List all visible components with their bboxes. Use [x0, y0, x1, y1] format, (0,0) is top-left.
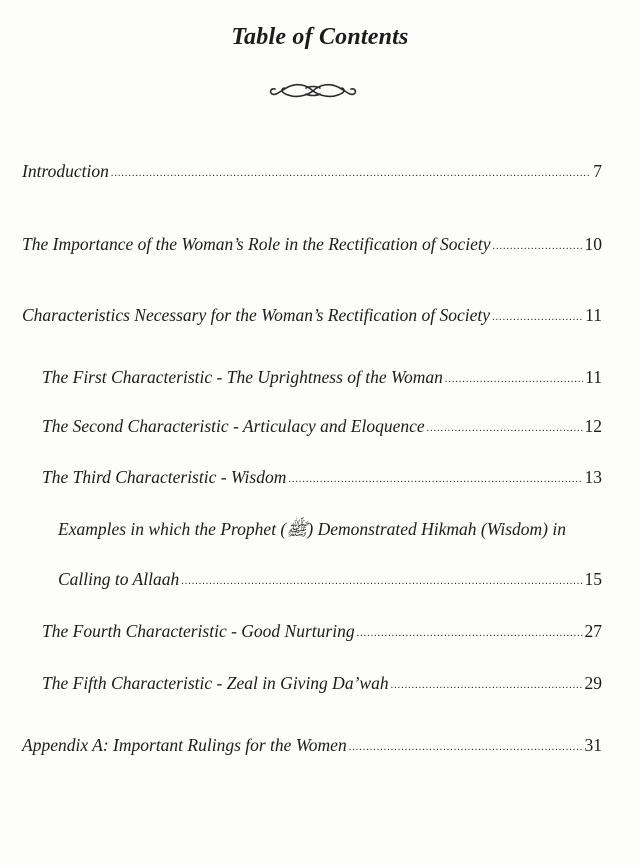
dot-leader [427, 416, 583, 442]
toc-entry-label: The First Characteristic - The Uprightness of the Woman [42, 367, 443, 387]
toc-page-number: 7 [593, 161, 602, 181]
toc-entry-examples-line1[interactable]: Examples in which the Prophet (ﷺ) Demonstrated Hikmah (Wisdom) in [58, 519, 566, 539]
toc-page-number: 29 [584, 673, 602, 693]
dot-leader [493, 234, 583, 260]
dot-leader [181, 569, 582, 595]
toc-entry-label: The Fourth Characteristic - Good Nurturing [42, 621, 355, 641]
toc-entry-fifth-characteristic[interactable] [42, 670, 602, 696]
toc-entry-importance[interactable] [22, 231, 602, 257]
toc-page-number: 11 [585, 367, 602, 387]
toc-entry-fourth-characteristic[interactable] [42, 618, 602, 644]
toc-entry-label: Appendix A: Important Rulings for the Women [22, 735, 347, 755]
toc-entry-third-characteristic[interactable] [42, 464, 602, 490]
toc-entry-introduction[interactable] [22, 158, 602, 184]
dot-leader [391, 673, 583, 699]
toc-entry-label: The Fifth Characteristic - Zeal in Giving Da’wah [42, 673, 389, 693]
toc-page-number: 27 [584, 621, 602, 641]
dot-leader [445, 367, 583, 393]
flourish-ornament-icon [268, 78, 358, 104]
toc-page-number: 11 [585, 305, 602, 325]
dot-leader [111, 161, 591, 187]
toc-page-number: 13 [584, 467, 602, 487]
toc-page-number: 31 [584, 735, 602, 755]
toc-entry-label: The Third Characteristic - Wisdom [42, 467, 287, 487]
toc-entry-examples[interactable] [58, 566, 602, 592]
toc-entry-label: The Importance of the Woman’s Role in the Rectification of Society [22, 234, 491, 254]
toc-entry-second-characteristic[interactable] [42, 413, 602, 439]
dot-leader [492, 305, 583, 331]
toc-page-number: 12 [584, 416, 602, 436]
dot-leader [288, 467, 582, 493]
toc-entry-label: Introduction [22, 161, 109, 181]
toc-entry-characteristics[interactable] [22, 302, 602, 328]
page-title: Table of Contents [231, 24, 409, 50]
toc-entry-first-characteristic[interactable] [42, 364, 602, 390]
toc-entry-label: Calling to Allaah [58, 569, 180, 589]
dot-leader [357, 621, 583, 647]
toc-entry-appendix-a[interactable] [22, 732, 602, 758]
toc-entry-label: Characteristics Necessary for the Woman’s Rectification of Society [22, 305, 491, 325]
dot-leader [349, 735, 583, 761]
toc-page-number: 15 [584, 569, 602, 589]
toc-entry-label: The Second Characteristic - Articulacy and Eloquence [42, 416, 425, 436]
toc-page-number: 10 [584, 234, 602, 254]
